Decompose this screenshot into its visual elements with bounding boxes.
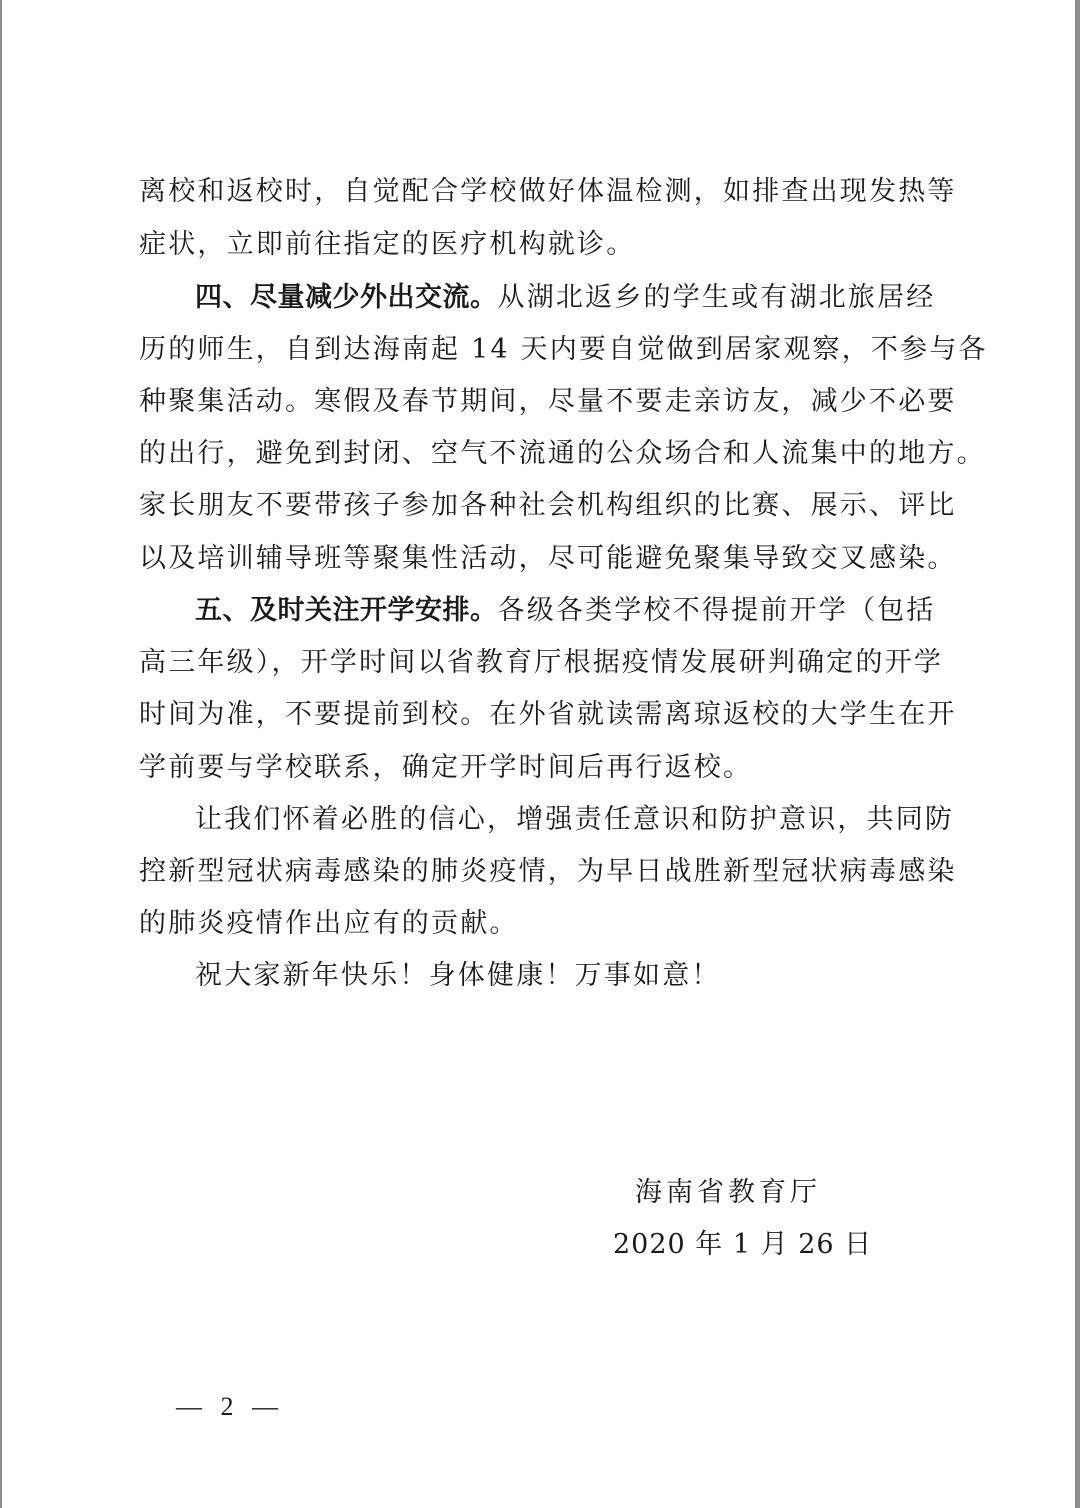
section-five-paragraph-start: [195, 594, 936, 628]
section-five-heading: 五、及时关注开学安排。: [195, 595, 498, 626]
body-text: 从湖北返乡的学生或有湖北旅居经: [497, 282, 936, 313]
body-line: 的出行，避免到封闭、空气不流通的公众场合和人流集中的地方。: [139, 438, 986, 469]
body-line: 时间为准，不要提前到校。在外省就读需离琼返校的大学生在开: [139, 699, 957, 730]
body-line: 以及培训辅导班等聚集性活动，尽可能避免聚集导致交叉感染。: [139, 543, 957, 574]
section-four-paragraph-start: [195, 281, 936, 315]
closing-paragraph-line: 让我们怀着必胜的信心，增强责任意识和防护意识，共同防: [195, 804, 955, 835]
body-line: 症状，立即前往指定的医疗机构就诊。: [139, 229, 636, 260]
body-line: 历的师生，自到达海南起 14 天内要自觉做到居家观察，不参与各: [139, 334, 988, 365]
body-line: 种聚集活动。寒假及春节期间，尽量不要走亲访友，减少不必要: [139, 386, 957, 417]
page-number: — 2 —: [176, 1392, 284, 1421]
body-line: 控新型冠状病毒感染的肺炎疫情，为早日战胜新型冠状病毒感染: [139, 856, 957, 887]
signature-organization: 海南省教育厅: [635, 1177, 821, 1208]
document-page: [2, 0, 1075, 1508]
body-line: 的肺炎疫情作出应有的贡献。: [139, 908, 519, 939]
body-text: 各级各类学校不得提前开学（包括: [497, 595, 936, 626]
body-line: 家长朋友不要带孩子参加各种社会机构组织的比赛、展示、评比: [139, 490, 957, 521]
body-line: 离校和返校时，自觉配合学校做好体温检测，如排查出现发热等: [139, 176, 957, 207]
greeting-line: 祝大家新年快乐！身体健康！万事如意！: [195, 960, 721, 991]
signature-date: 2020 年 1 月 26 日: [613, 1229, 873, 1260]
body-line: 学前要与学校联系，确定开学时间后再行返校。: [139, 752, 753, 783]
section-four-heading: 四、尽量减少外出交流。: [195, 282, 498, 313]
body-line: 高三年级），开学时间以省教育厅根据疫情发展研判确定的开学: [139, 647, 944, 678]
